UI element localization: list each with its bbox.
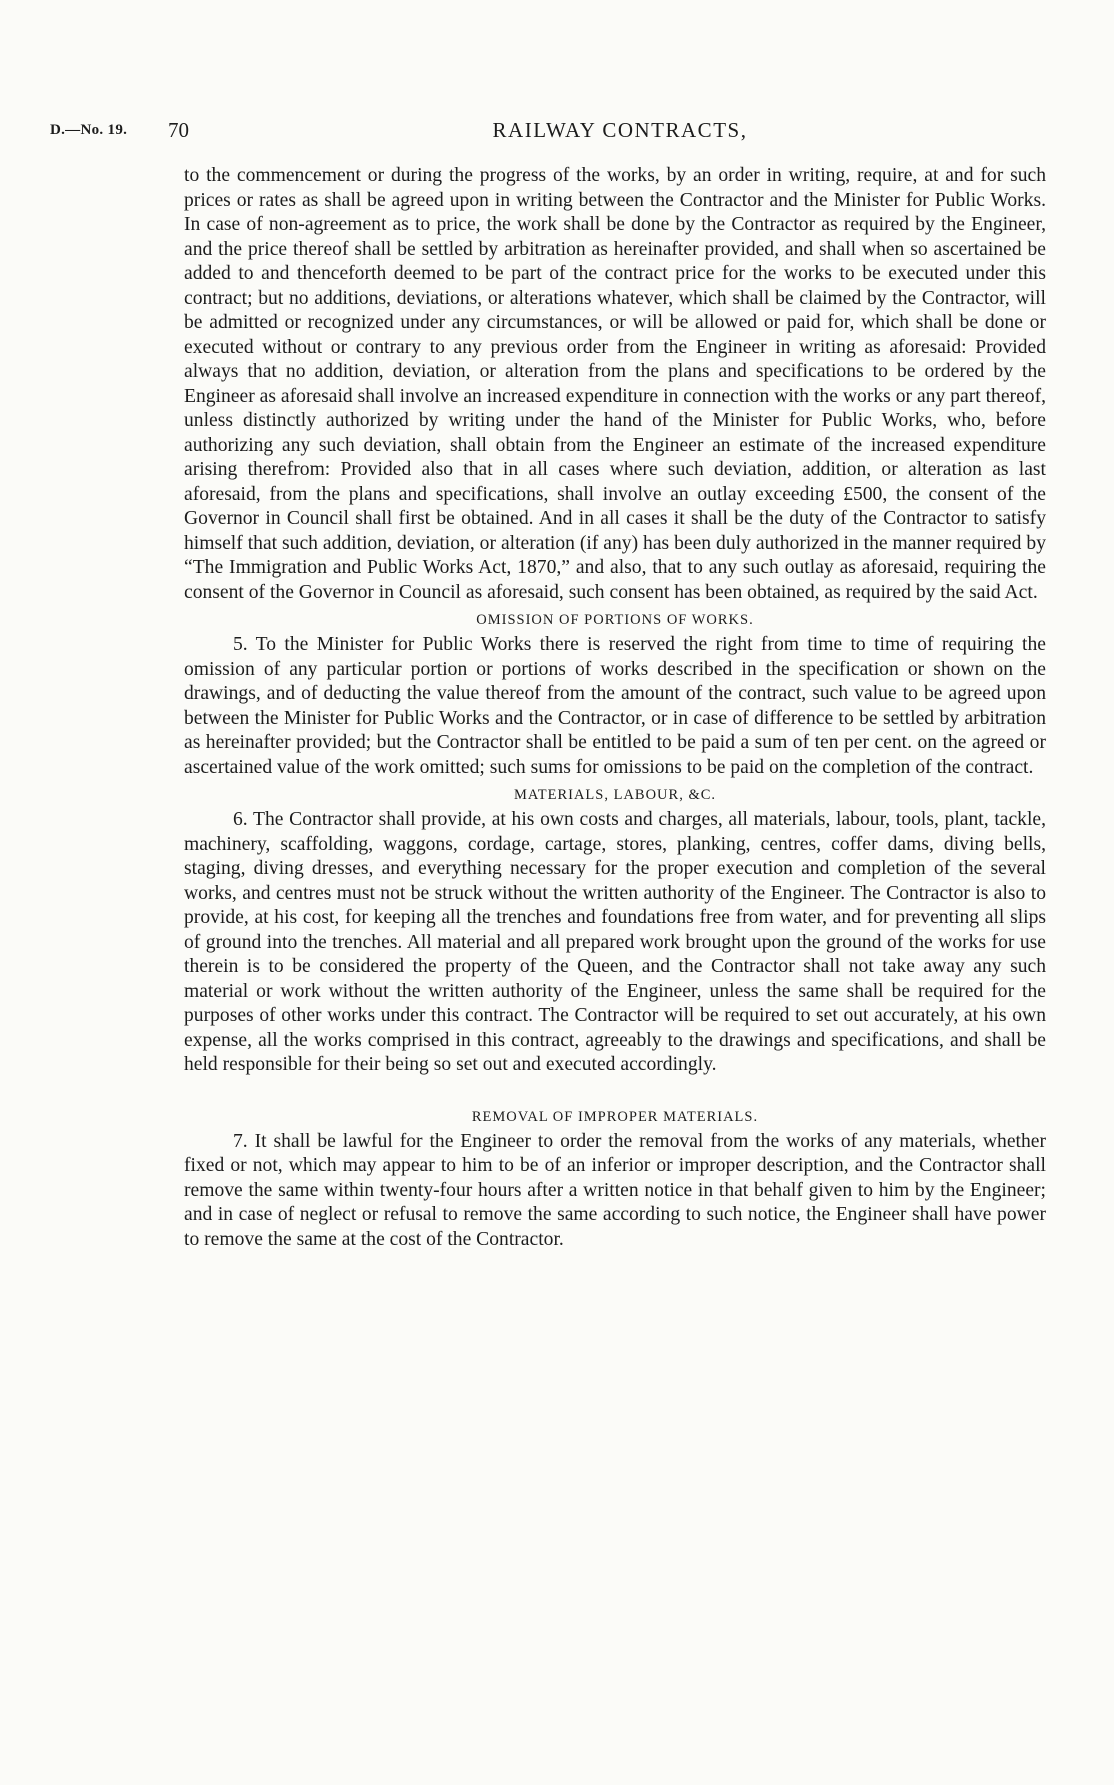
page-number: 70 [168,118,189,142]
running-title: RAILWAY CONTRACTS, [492,118,748,142]
heading-removal-improper-materials: REMOVAL OF IMPROPER MATERIALS. [471,1108,759,1125]
clause-7: 7. It shall be lawful for the Engineer to order the removal from the works of any materials, whether fixed or not, which may appear to him to be of an inferior or improper description, and the Contractor shall remove the same within twenty-four hours after a written notice in that behalf given to him by the Engineer; and in case of neglect or refusal to remove the same according to such notice, the Engineer shall have power to remove the same at the cost of the Contractor. [184,1130,1046,1250]
heading-omission-of-portions: OMISSION OF PORTIONS OF WORKS. [476,612,754,628]
clause-6: 6. The Contractor shall provide, at his own costs and charges, all materials, labour, tools, plant, tackle, machinery, scaffolding, waggons, cordage, cartage, stores, planking, centres, coffer dams, diving bells, staging, diving dresses, and everything necessary for the proper execution and completion of the several works, and centres must not be struck without the written authority of the Engineer. The Contractor is also to provide, at his cost, for keeping all the trenches and foundations free from water, and for preventing all slips of ground into the trenches. All material and all prepared work brought upon the ground of the works for use therein is to be considered the property of the Queen, and the Contractor shall not take away any such material or work without the written authority of the Engineer, unless the same shall be required for the purposes of other works under this contract. The Contractor will be required to set out accurately, at his own expense, all the works comprised in this contract, agreeably to the drawings and specifications, and shall be held responsible for their being so set out and executed accordingly. [184,809,1046,1075]
body-text [184,164,1046,1252]
paragraph-continued: to the commencement or during the progress of the works, by an order in writing, require, at and for such prices or rates as shall be agreed upon in writing between the Contractor and the Minister for Public Works. In case of non-agreement as to price, the work shall be done by the Contractor as required by the Engineer, and the price thereof shall be settled by arbitration as hereinafter provided, and shall when so ascertained be added to and thenceforth deemed to be part of the contract price for the works to be executed under this contract; but no additions, deviations, or alterations whatever, which shall be claimed by the Contractor, will be admitted or recognized under any circumstances, or will be allowed or paid for, which shall be done or executed without or contrary to any previous order from the Engineer in writing as aforesaid: Provided always that no addition, deviation, or alteration from the plans and specifications to be ordered by the Engineer as aforesaid shall involve an increased expenditure in connection with the works or any part thereof, unless distinctly authorized by writing under the hand of the Minister for Public Works, who, before authorizing any such deviation, shall obtain from the Engineer an estimate of the increased expenditure arising therefrom: Provided also that in all cases where such deviation, addition, or alteration as last aforesaid, from the plans and specifications, shall involve an outlay exceeding £500, the consent of the Governor in Council shall first be obtained. And in all cases it shall be the duty of the Contractor to satisfy himself that such addition, deviation, or alteration (if any) has been duly authorized in the manner required by “The Immigration and Public Works Act, 1870,” and also, that to any such outlay as aforesaid, requiring the consent of the Governor in Council as aforesaid, such consent has been obtained, as required by the said Act. [184,165,1046,603]
page-header [0,118,1114,148]
heading-materials-labour: MATERIALS, LABOUR, &C. [513,787,717,803]
document-reference: D.—No. 19. [50,122,128,138]
clause-5: 5. To the Minister for Public Works there is reserved the right from time to time of requiring the omission of any particular portion or portions of works described in the specification or shown on the drawings, and of deducting the value thereof from the amount of the contract, such value to be agreed upon between the Minister for Public Works and the Contractor, or in case of difference to be settled by arbitration as hereinafter provided; but the Contractor shall be entitled to be paid a sum of ten per cent. on the agreed or ascertained value of the work omitted; such sums for omissions to be paid on the completion of the contract. [184,634,1046,778]
